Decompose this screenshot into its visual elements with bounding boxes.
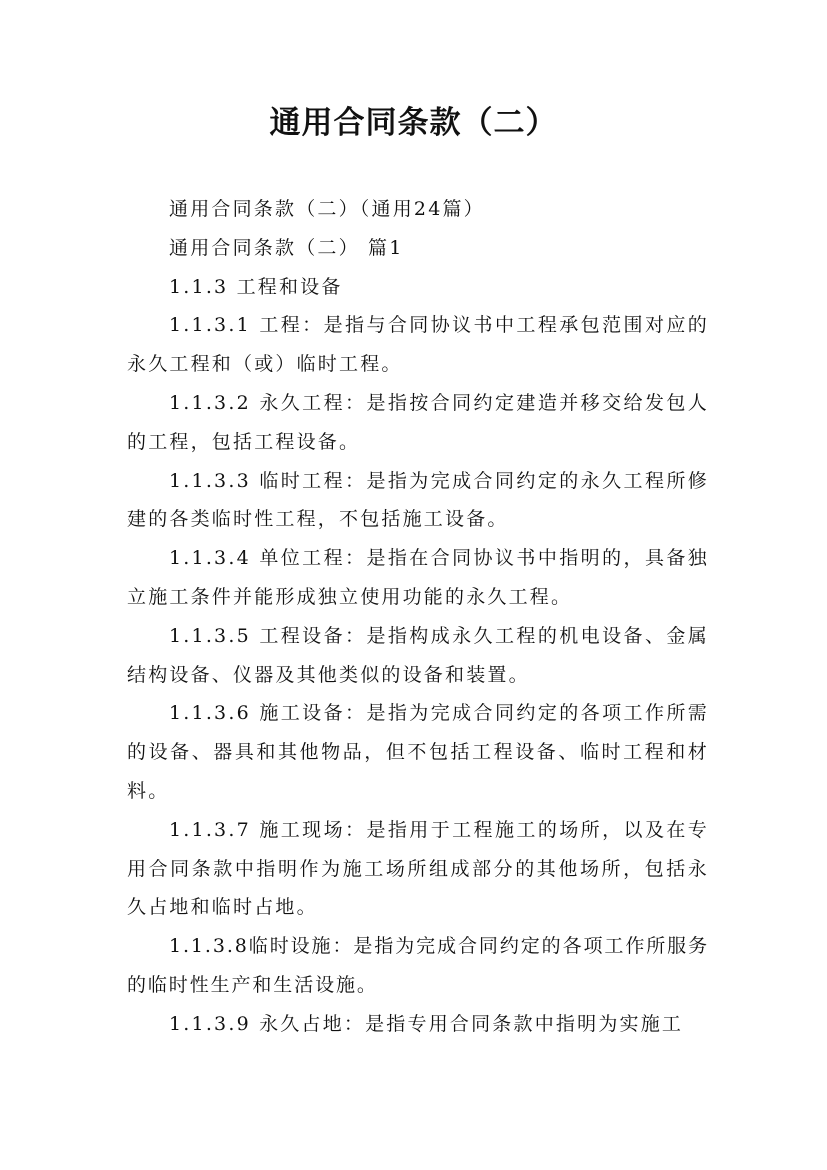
paragraph-subtitle: 通用合同条款（二）（通用24篇） <box>169 198 485 220</box>
paragraph-clause-1-1-3-5: 1.1.3.5 工程设备：是指构成永久工程的机电设备、金属结构设备、仪器及其他类似的设备和装置。 <box>127 624 709 686</box>
paragraph-clause-1-1-3-2: 1.1.3.2 永久工程：是指按合同约定建造并移交给发包人的工程，包括工程设备。 <box>127 391 709 453</box>
paragraph-clause-1-1-3-7: 1.1.3.7 施工现场：是指用于工程施工的场所，以及在专用合同条款中指明作为施工场所组成部分的其他场所，包括永久占地和临时占地。 <box>127 818 709 919</box>
paragraph-section-heading: 通用合同条款（二） 篇1 <box>169 236 404 259</box>
paragraph-clause-1-1-3-4: 1.1.3.4 单位工程：是指在合同协议书中指明的，具备独立施工条件并能形成独立使用功能的永久工程。 <box>127 547 709 608</box>
paragraph-clause-1-1-3-1: 1.1.3.1 工程：是指与合同协议书中工程承包范围对应的永久工程和（或）临时工程。 <box>127 314 709 376</box>
paragraph-clause-heading: 1.1.3 工程和设备 <box>169 275 343 298</box>
paragraph-clause-1-1-3-6: 1.1.3.6 施工设备：是指为完成合同约定的各项工作所需的设备、器具和其他物品，但不包括工程设备、临时工程和材料。 <box>127 702 709 802</box>
document-title: 通用合同条款（二） <box>269 105 558 141</box>
document-body <box>127 190 709 1044</box>
paragraph-clause-1-1-3-3: 1.1.3.3 临时工程：是指为完成合同约定的永久工程所修建的各类临时性工程，不包括施工设备。 <box>127 469 709 531</box>
paragraph-clause-1-1-3-9: 1.1.3.9 永久占地：是指专用合同条款中指明为实施工 <box>169 1012 684 1035</box>
paragraph-clause-1-1-3-8: 1.1.3.8临时设施：是指为完成合同约定的各项工作所服务的临时性生产和生活设施。 <box>127 935 709 996</box>
